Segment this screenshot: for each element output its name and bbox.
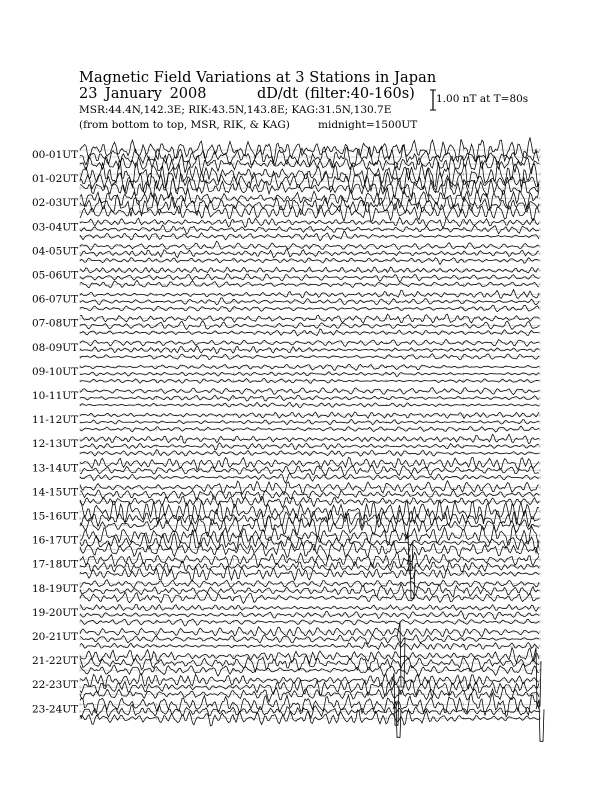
trace-kag-20-21ut <box>80 627 539 637</box>
trace-rik-03-04ut <box>80 225 539 234</box>
row-label: 00-01UT <box>32 149 79 161</box>
chart-date: 23 January 2008 <box>79 86 207 102</box>
trace-kag-05-06ut <box>80 267 539 273</box>
trace-order-note: (from bottom to top, MSR, RIK, & KAG) <box>79 119 290 131</box>
scale-label: 1.00 nT at T=80s <box>436 93 529 105</box>
trace-rik-05-06ut <box>80 274 539 282</box>
trace-kag-06-07ut <box>80 290 539 299</box>
trace-msr-07-08ut <box>80 329 539 336</box>
trace-msr-18-19ut <box>80 592 539 603</box>
row-label: 12-13UT <box>32 438 79 451</box>
row-label: 10-11UT <box>32 390 79 402</box>
component-label: dD/dt (filter:40-160s) <box>257 86 415 102</box>
trace-kag-14-15ut <box>80 481 539 495</box>
row-label: 03-04UT <box>32 221 79 234</box>
trace-rik-04-05ut <box>80 249 539 258</box>
row-label: 15-16UT <box>32 510 79 523</box>
trace-kag-21-22ut <box>80 648 539 664</box>
trace-msr-05-06ut <box>80 280 539 287</box>
row-label: 17-18UT <box>32 558 79 571</box>
trace-msr-13-14ut <box>80 473 539 483</box>
row-labels <box>32 149 78 715</box>
trace-kag-04-05ut <box>80 241 539 250</box>
trace-msr-04-05ut <box>80 258 539 265</box>
trace-msr-23-24ut <box>80 709 539 726</box>
row-label: 06-07UT <box>32 293 79 306</box>
row-label: 07-08UT <box>32 317 79 330</box>
midnight-note: midnight=1500UT <box>318 119 418 131</box>
trace-msr-03-04ut <box>80 231 539 241</box>
trace-msr-12-13ut <box>80 450 539 457</box>
row-label: 02-03UT <box>32 197 79 210</box>
row-label: 22-23UT <box>32 679 79 692</box>
row-label: 14-15UT <box>32 486 79 499</box>
row-label: 20-21UT <box>32 631 79 643</box>
row-label: 05-06UT <box>32 269 79 282</box>
row-label: 18-19UT <box>32 582 79 595</box>
row-label: 21-22UT <box>32 655 79 668</box>
trace-rik-13-14ut <box>80 465 539 475</box>
row-label: 16-17UT <box>32 534 79 547</box>
trace-kag-15-16ut <box>80 500 539 525</box>
trace-rik-07-08ut <box>80 321 539 329</box>
trace-spike <box>397 622 405 687</box>
row-label: 04-05UT <box>32 245 79 258</box>
trace-kag-09-10ut <box>80 364 539 370</box>
trace-kag-22-23ut <box>80 674 539 689</box>
row-label: 19-20UT <box>32 606 79 619</box>
chart-title: Magnetic Field Variations at 3 Stations in Japan <box>79 70 437 86</box>
trace-rik-06-07ut <box>80 298 539 305</box>
row-label: 13-14UT <box>32 462 79 475</box>
row-label: 09-10UT <box>32 365 79 378</box>
row-label: 08-09UT <box>32 341 79 354</box>
row-label: 11-12UT <box>32 414 79 427</box>
row-label: 01-02UT <box>32 173 79 186</box>
gridlines <box>80 149 540 720</box>
stations-label: MSR:44.4N,142.3E; RIK:43.5N,143.8E; KAG:31.5N,130.7E <box>79 104 392 116</box>
trace-rik-20-21ut <box>80 635 539 644</box>
trace-msr-19-20ut <box>80 619 539 626</box>
trace-rik-18-19ut <box>80 584 539 597</box>
trace-kag-12-13ut <box>80 434 539 443</box>
row-label: 23-24UT <box>32 703 79 716</box>
